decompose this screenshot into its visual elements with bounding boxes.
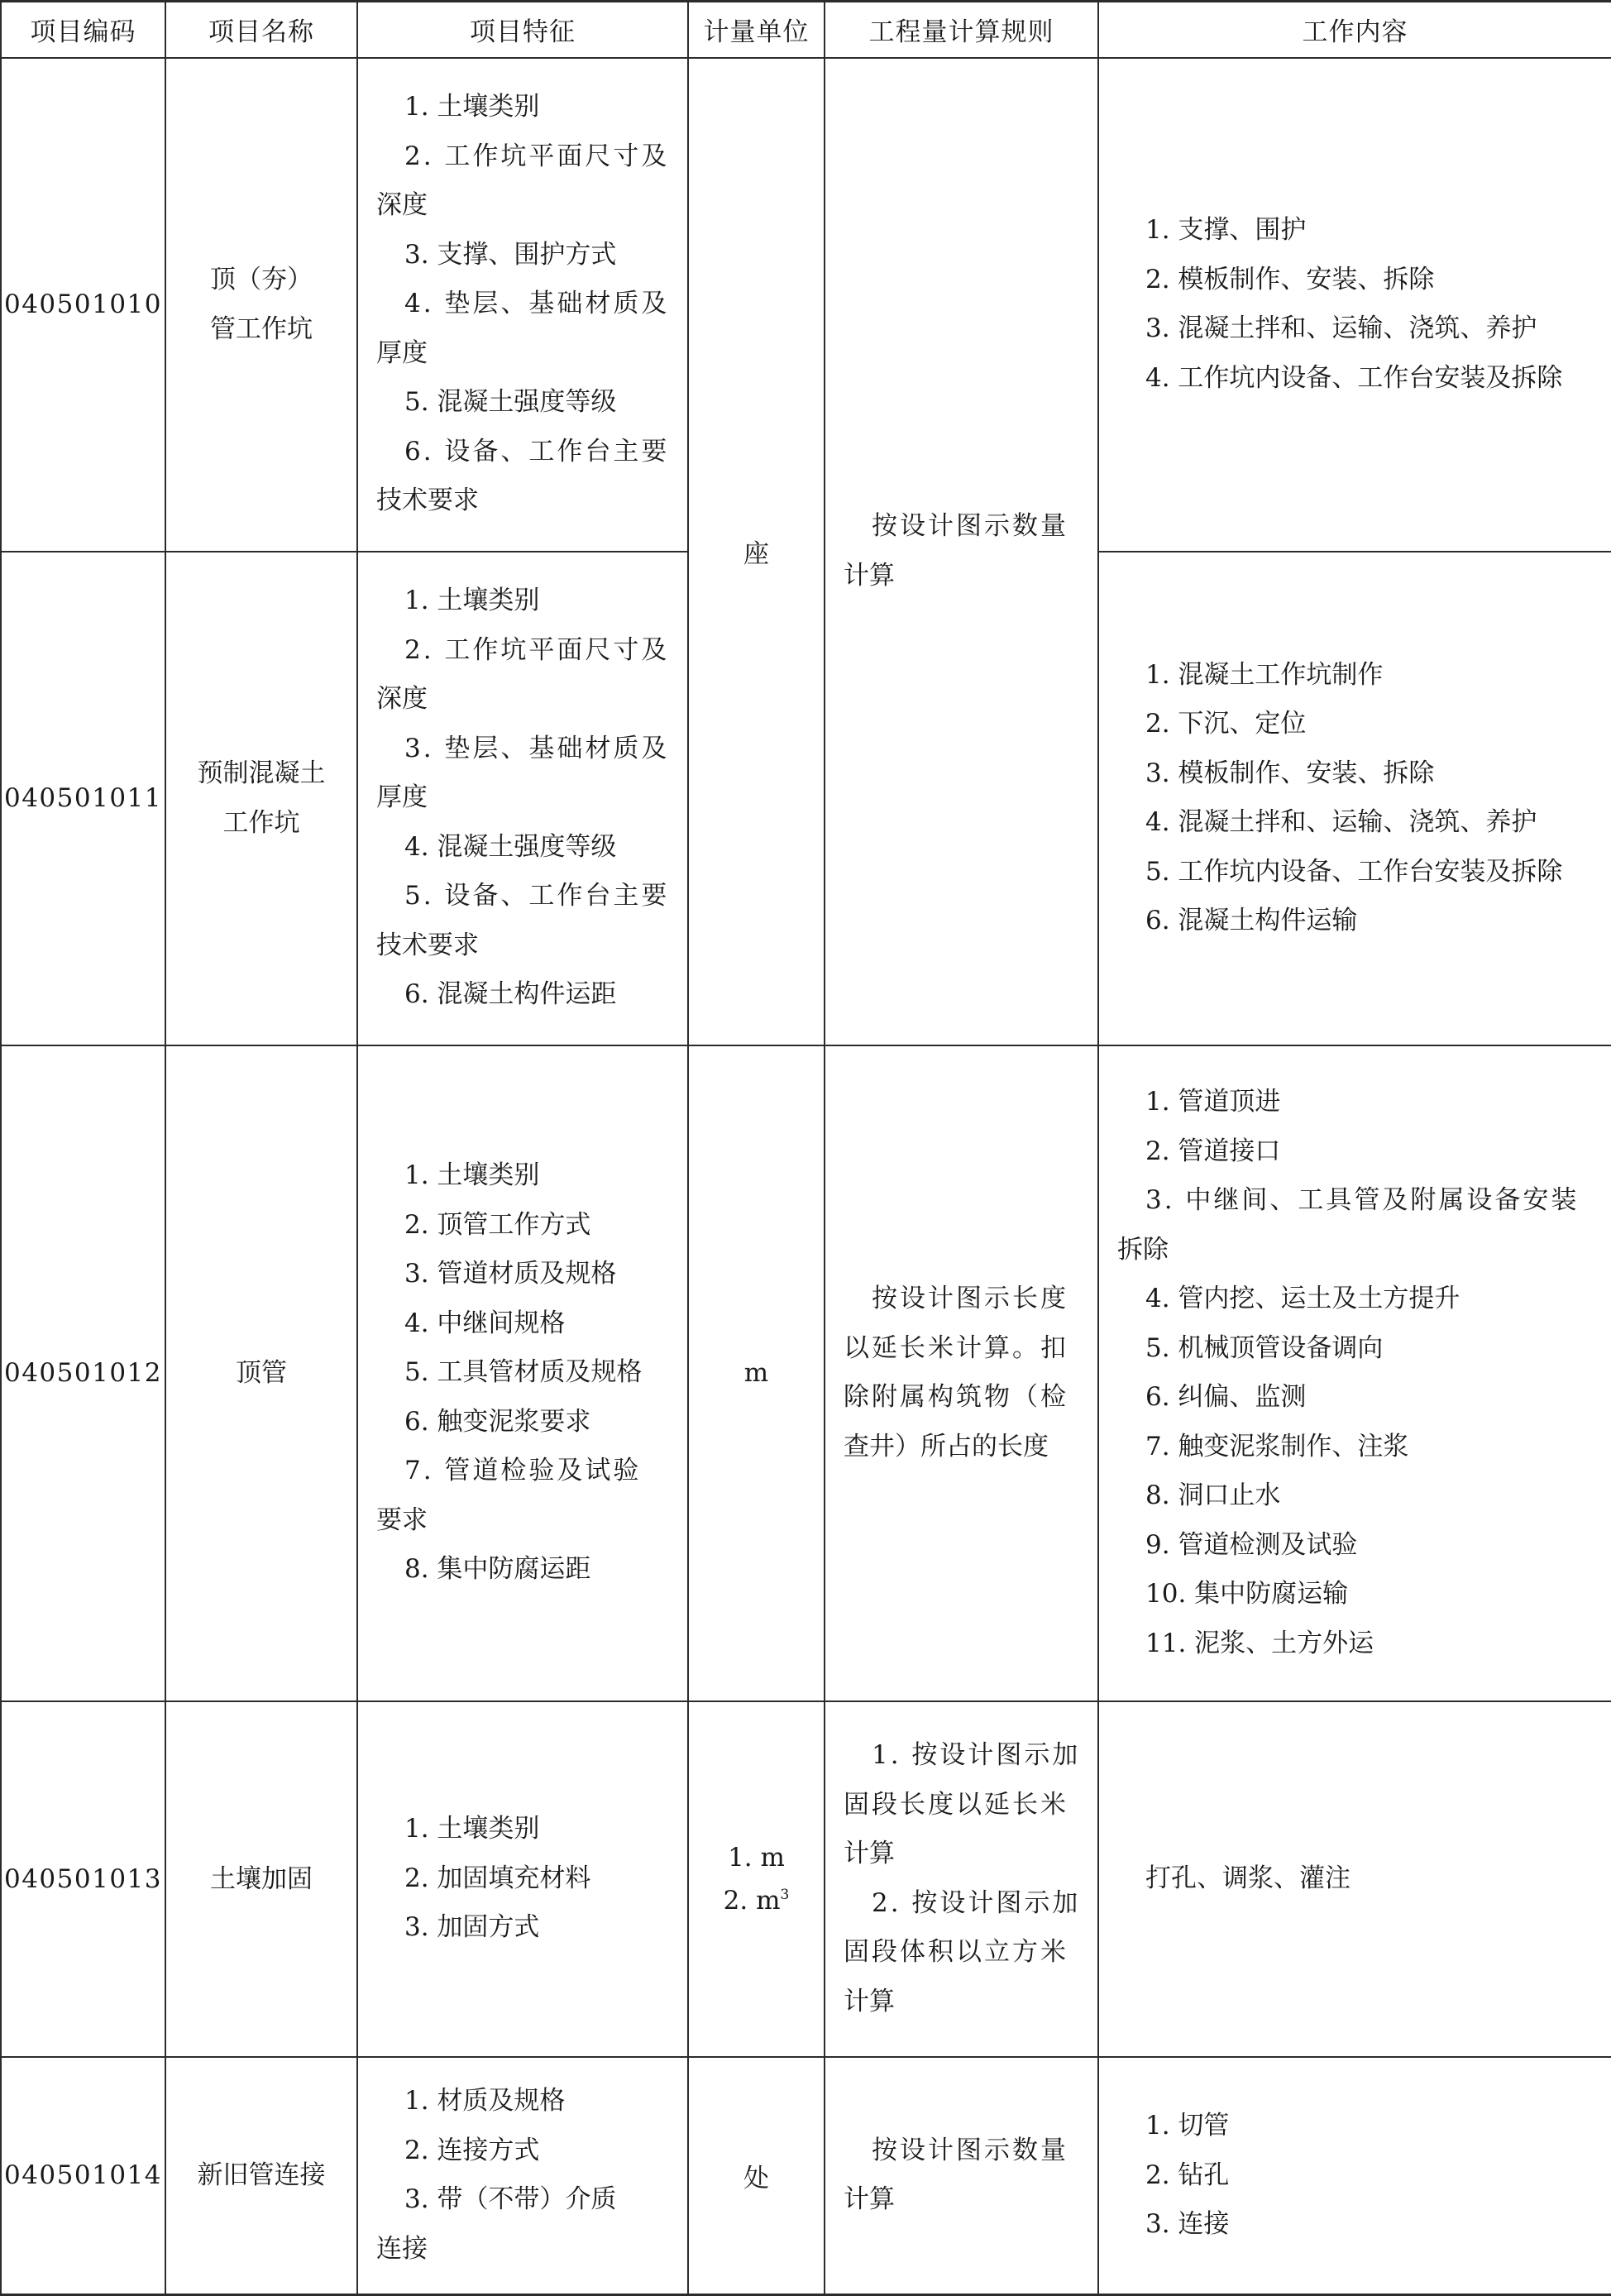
item-code: 040501010 (1, 58, 165, 552)
header-unit: 计量单位 (688, 2, 825, 58)
item-name (165, 58, 357, 552)
rule-line: 按设计图示数量 (872, 511, 1068, 541)
unit-line-text: 2. m (723, 1885, 781, 1916)
item-features (357, 2057, 688, 2295)
unit-cell (688, 1701, 825, 2057)
work-line: 3. 中继间、工具管及附属设备安装 (1145, 1185, 1580, 1215)
feature-line: 厚度 (376, 782, 428, 813)
rule-line: 按设计图示数量 (872, 2135, 1068, 2165)
work-line: 9. 管道检测及试验 (1145, 1529, 1358, 1560)
feature-line: 厚度 (376, 337, 428, 368)
work-line: 10. 集中防腐运输 (1145, 1579, 1349, 1609)
feature-line: 5. 工具管材质及规格 (404, 1357, 643, 1388)
work-line: 4. 管内挖、运土及土方提升 (1145, 1284, 1460, 1313)
rule-cell (825, 2057, 1098, 2295)
work-line: 5. 工作坑内设备、工作台安装及拆除 (1145, 856, 1563, 887)
item-name-line: 顶（夯） (210, 265, 313, 294)
feature-line: 2. 连接方式 (404, 2135, 540, 2165)
feature-line: 7. 管道检验及试验 (404, 1456, 642, 1486)
work-line: 4. 工作坑内设备、工作台安装及拆除 (1145, 362, 1563, 393)
feature-line: 3. 管道材质及规格 (404, 1259, 617, 1289)
work-line: 7. 触变泥浆制作、注浆 (1145, 1431, 1409, 1461)
rule-line: 计算 (844, 560, 895, 591)
work-line: 1. 混凝土工作坑制作 (1145, 659, 1384, 690)
feature-line: 1. 土壤类别 (404, 1814, 540, 1844)
rule-line: 2. 按设计图示加 (872, 1887, 1081, 1918)
item-name-line: 新旧管连接 (197, 2160, 326, 2191)
work-content (1098, 1701, 1611, 2057)
unit-cell: 座 (688, 58, 825, 1045)
work-line: 11. 泥浆、土方外运 (1145, 1628, 1374, 1658)
unit-cell: 处 (688, 2057, 825, 2295)
item-name-line: 预制混凝土 (197, 758, 326, 788)
unit-line (689, 1879, 824, 1922)
item-code: 040501014 (1, 2057, 165, 2295)
unit-cell: m (688, 1045, 825, 1701)
rule-line: 查井）所占的长度 (844, 1431, 1049, 1461)
feature-line: 3. 带（不带）介质 (404, 2184, 617, 2215)
item-name-line: 顶管 (236, 1358, 287, 1388)
work-line: 1. 支撑、围护 (1145, 215, 1307, 245)
feature-line: 4. 中继间规格 (404, 1308, 566, 1338)
item-code: 040501012 (1, 1045, 165, 1701)
item-name-line: 土壤加固 (210, 1863, 313, 1894)
work-content (1098, 58, 1611, 552)
item-code: 040501013 (1, 1701, 165, 2057)
feature-line: 深度 (376, 190, 428, 221)
item-name (165, 552, 357, 1045)
feature-line: 要求 (376, 1504, 428, 1535)
feature-line: 3. 支撑、围护方式 (404, 239, 617, 270)
work-line: 4. 混凝土拌和、运输、浇筑、养护 (1145, 807, 1537, 837)
rule-line: 按设计图示长度 (872, 1284, 1068, 1313)
table-row (1, 58, 1611, 552)
item-name-line: 管工作坑 (210, 314, 313, 344)
header-rule: 工程量计算规则 (825, 2, 1098, 58)
feature-line: 技术要求 (376, 486, 479, 516)
feature-line: 6. 设备、工作台主要 (404, 436, 670, 466)
feature-line: 深度 (376, 684, 428, 715)
work-line: 8. 洞口止水 (1145, 1480, 1281, 1510)
rule-cell (825, 1045, 1098, 1701)
work-line: 打孔、调浆、灌注 (1145, 1863, 1350, 1893)
feature-line: 2. 加固填充材料 (404, 1863, 591, 1893)
header-row (1, 2, 1611, 58)
item-features (357, 58, 688, 552)
feature-line: 3. 垫层、基础材质及 (404, 733, 670, 763)
rule-line: 计算 (844, 1839, 895, 1868)
item-code: 040501011 (1, 552, 165, 1045)
rule-cell (825, 1701, 1098, 2057)
work-line: 1. 切管 (1145, 2111, 1230, 2141)
feature-line: 3. 加固方式 (404, 1912, 540, 1943)
item-features (357, 1045, 688, 1701)
feature-line: 2. 顶管工作方式 (404, 1209, 591, 1240)
item-name (165, 1701, 357, 2057)
unit-superscript: 3 (780, 1886, 790, 1903)
feature-line: 1. 土壤类别 (404, 586, 540, 616)
feature-line: 4. 混凝土强度等级 (404, 831, 617, 862)
table-row (1, 2057, 1611, 2295)
feature-line: 8. 集中防腐运距 (404, 1554, 591, 1585)
rule-line: 固段体积以立方米 (844, 1937, 1068, 1967)
work-line: 6. 纠偏、监测 (1145, 1382, 1307, 1412)
rule-line: 以延长米计算。扣 (844, 1332, 1068, 1363)
rule-line: 除附属构筑物（检 (844, 1382, 1068, 1412)
feature-line: 4. 垫层、基础材质及 (404, 289, 670, 319)
table-row (1, 1045, 1611, 1701)
feature-line: 2. 工作坑平面尺寸及 (404, 141, 670, 171)
table-row (1, 1701, 1611, 2057)
work-line: 2. 下沉、定位 (1145, 709, 1307, 739)
item-name (165, 1045, 357, 1701)
rule-cell (825, 58, 1098, 1045)
work-line: 2. 模板制作、安装、拆除 (1145, 264, 1435, 294)
work-line: 1. 管道顶进 (1145, 1087, 1281, 1117)
work-line: 5. 机械顶管设备调向 (1145, 1332, 1384, 1363)
feature-line: 技术要求 (376, 930, 479, 960)
unit-line: 1. m (728, 1842, 785, 1873)
work-line: 3. 连接 (1145, 2209, 1230, 2239)
item-name (165, 2057, 357, 2295)
feature-line: 2. 工作坑平面尺寸及 (404, 634, 670, 665)
work-line: 3. 模板制作、安装、拆除 (1145, 758, 1435, 788)
feature-line: 5. 混凝土强度等级 (404, 387, 617, 418)
feature-line: 5. 设备、工作台主要 (404, 881, 670, 911)
header-code: 项目编码 (1, 2, 165, 58)
header-work: 工作内容 (1098, 2, 1611, 58)
feature-line: 连接 (376, 2233, 428, 2264)
work-line: 3. 混凝土拌和、运输、浇筑、养护 (1145, 313, 1537, 343)
feature-line: 1. 土壤类别 (404, 1160, 540, 1191)
feature-line: 6. 触变泥浆要求 (404, 1406, 591, 1437)
item-name-line: 工作坑 (222, 808, 300, 838)
rule-line: 计算 (844, 2184, 895, 2215)
work-line: 6. 混凝土构件运输 (1145, 906, 1358, 935)
feature-line: 1. 材质及规格 (404, 2086, 566, 2117)
feature-line: 1. 土壤类别 (404, 92, 540, 122)
item-features (357, 552, 688, 1045)
work-line: 2. 钻孔 (1145, 2160, 1230, 2190)
rule-line: 固段长度以延长米 (844, 1789, 1068, 1820)
work-content (1098, 552, 1611, 1045)
work-line: 拆除 (1117, 1234, 1169, 1265)
item-features (357, 1701, 688, 2057)
work-content (1098, 2057, 1611, 2295)
work-content (1098, 1045, 1611, 1701)
header-name: 项目名称 (165, 2, 357, 58)
header-feature: 项目特征 (357, 2, 688, 58)
work-line: 2. 管道接口 (1145, 1136, 1281, 1166)
rule-line: 计算 (844, 1986, 895, 2016)
feature-line: 6. 混凝土构件运距 (404, 979, 617, 1010)
rule-line: 1. 按设计图示加 (872, 1740, 1081, 1770)
